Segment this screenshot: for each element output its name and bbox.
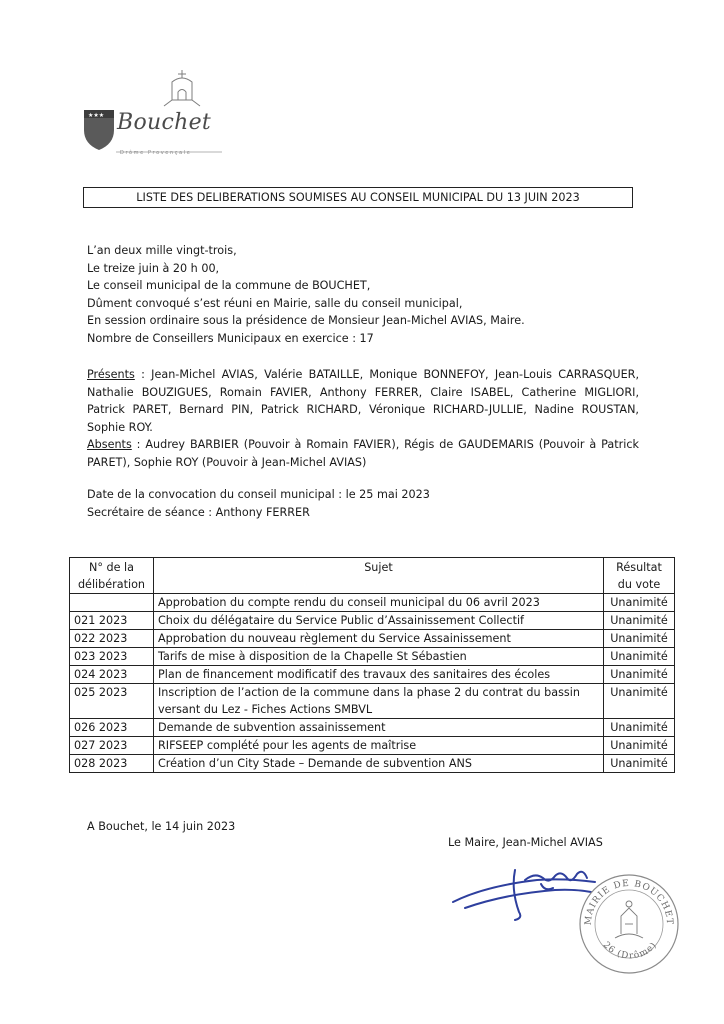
mayor-signature-label: Le Maire, Jean-Michel AVIAS xyxy=(448,836,603,849)
deliberations-table xyxy=(69,557,675,773)
row-number: 025 2023 xyxy=(70,684,154,719)
table-row xyxy=(70,666,675,684)
table-row xyxy=(70,684,675,719)
row-result: Unanimité xyxy=(604,755,675,773)
header-result: Résultat du vote xyxy=(604,558,675,594)
row-number xyxy=(70,594,154,612)
row-result: Unanimité xyxy=(604,630,675,648)
intro-line: Nombre de Conseillers Municipaux en exercice : 17 xyxy=(87,331,374,345)
convocation-date: Date de la convocation du conseil municipal : le 25 mai 2023 xyxy=(87,488,430,501)
presents-text: : Jean-Michel AVIAS, Valérie BATAILLE, Monique BONNEFOY, Jean-Louis CARRASQUER, Nathalie BOUZIGUES, Romain FAVIER, Anthony FERRER, Claire ISABEL, Catherine MIGLIORI, Patrick PARET, Bernard PIN, Patrick RICHARD, Véronique RICHARD-JULLIE, Nadine ROUSTAN, Sophie ROY. xyxy=(87,368,639,434)
header-number: N° de la délibération xyxy=(70,558,154,594)
table-header-row xyxy=(70,558,675,594)
table-row xyxy=(70,630,675,648)
row-number: 022 2023 xyxy=(70,630,154,648)
table-row xyxy=(70,594,675,612)
row-subject: RIFSEEP complété pour les agents de maîtrise xyxy=(154,737,604,755)
town-hall-stamp-icon xyxy=(577,872,681,976)
row-subject: Inscription de l’action de la commune dans la phase 2 du contrat du bassin versant du Lez - Fiches Actions SMBVL xyxy=(154,684,604,719)
document-title: LISTE DES DELIBERATIONS SOUMISES AU CONSEIL MUNICIPAL DU 13 JUIN 2023 xyxy=(83,187,633,208)
table-row xyxy=(70,719,675,737)
row-number: 027 2023 xyxy=(70,737,154,755)
table-row xyxy=(70,755,675,773)
row-number: 026 2023 xyxy=(70,719,154,737)
row-result: Unanimité xyxy=(604,612,675,630)
intro-line: Dûment convoqué s’est réuni en Mairie, salle du conseil municipal, xyxy=(87,296,463,310)
stamp-top-text: MAIRIE DE BOUCHET xyxy=(583,878,675,926)
stamp-bottom-text: 26 (Drôme) xyxy=(600,940,660,962)
attendance-paragraph xyxy=(87,366,639,471)
row-number: 024 2023 xyxy=(70,666,154,684)
row-result: Unanimité xyxy=(604,648,675,666)
absents-label: Absents xyxy=(87,438,132,451)
absents-text: : Audrey BARBIER (Pouvoir à Romain FAVIER), Régis de GAUDEMARIS (Pouvoir à Patrick PARET), Sophie ROY (Pouvoir à Jean-Michel AVIAS) xyxy=(87,438,639,469)
svg-text:26 (Drôme) xyxy=(601,940,660,962)
row-subject: Choix du délégataire du Service Public d’Assainissement Collectif xyxy=(154,612,604,630)
intro-line: Le conseil municipal de la commune de BOUCHET, xyxy=(87,279,371,292)
intro-paragraph xyxy=(87,242,639,347)
row-result: Unanimité xyxy=(604,666,675,684)
row-subject: Approbation du nouveau règlement du Service Assainissement xyxy=(154,630,604,648)
row-result: Unanimité xyxy=(604,594,675,612)
meeting-info xyxy=(87,486,639,521)
presents-list xyxy=(87,366,639,436)
place-and-date: A Bouchet, le 14 juin 2023 xyxy=(87,820,236,833)
row-number: 021 2023 xyxy=(70,612,154,630)
intro-line: En session ordinaire sous la présidence de Monsieur Jean-Michel AVIAS, Maire. xyxy=(87,314,525,327)
absents-list xyxy=(87,436,639,471)
table-row xyxy=(70,737,675,755)
row-subject: Création d’un City Stade – Demande de subvention ANS xyxy=(154,755,604,773)
row-subject: Plan de financement modificatif des travaux des sanitaires des écoles xyxy=(154,666,604,684)
logo-subtitle: Drôme Provençale xyxy=(120,150,192,156)
table-row xyxy=(70,648,675,666)
header-subject: Sujet xyxy=(154,558,604,594)
row-subject: Approbation du compte rendu du conseil municipal du 06 avril 2023 xyxy=(154,594,604,612)
logo-name: Bouchet xyxy=(117,110,212,135)
row-result: Unanimité xyxy=(604,737,675,755)
row-subject: Demande de subvention assainissement xyxy=(154,719,604,737)
row-subject: Tarifs de mise à disposition de la Chapelle St Sébastien xyxy=(154,648,604,666)
presents-label: Présents xyxy=(87,368,135,381)
row-result: Unanimité xyxy=(604,684,675,719)
session-secretary: Secrétaire de séance : Anthony FERRER xyxy=(87,505,310,519)
table-row xyxy=(70,612,675,630)
intro-line: Le treize juin à 20 h 00, xyxy=(87,261,220,275)
row-result: Unanimité xyxy=(604,719,675,737)
row-number: 028 2023 xyxy=(70,755,154,773)
intro-line: L’an deux mille vingt-trois, xyxy=(87,244,237,257)
row-number: 023 2023 xyxy=(70,648,154,666)
svg-text:★★★: ★★★ xyxy=(88,112,105,119)
